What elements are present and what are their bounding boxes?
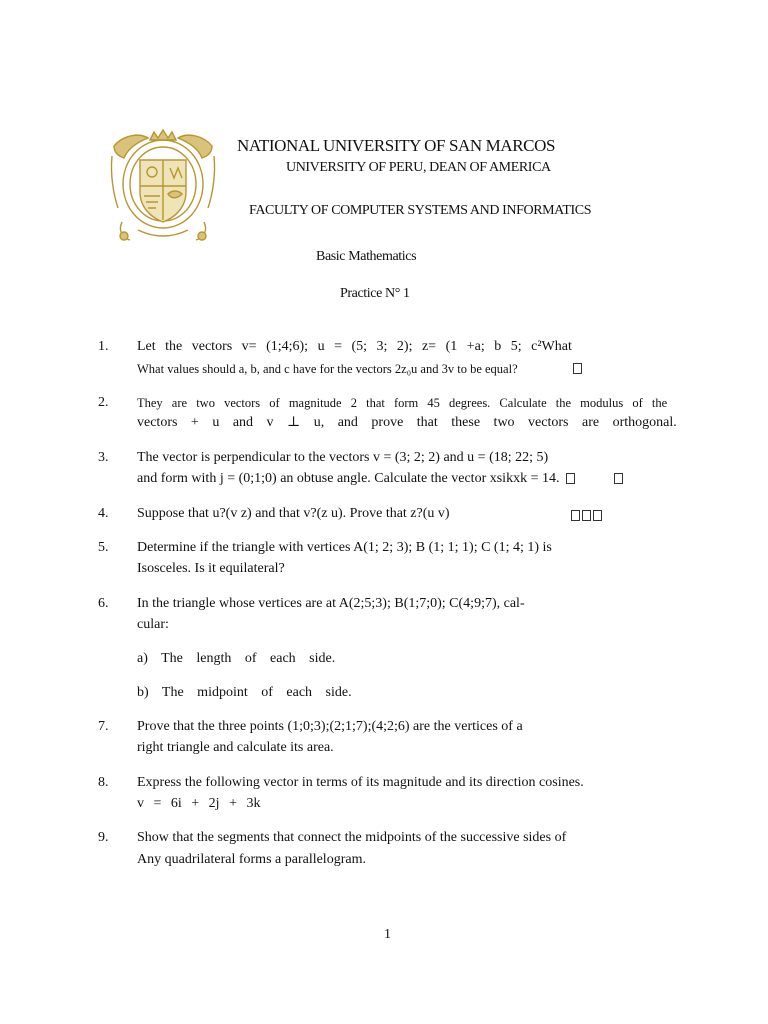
problem-number: 7. [98, 719, 109, 734]
faculty-name: FACULTY OF COMPUTER SYSTEMS AND INFORMATICS [249, 203, 592, 218]
missing-glyph-icon [593, 510, 602, 521]
problem-line: cular: [137, 617, 169, 632]
problem-number: 4. [98, 506, 109, 521]
problem-line: They are two vectors of magnitude 2 that form 45 degrees. Calculate the modulus of the [137, 396, 668, 410]
problem-line: Any quadrilateral forms a parallelogram. [137, 852, 366, 867]
problem-number: 1. [98, 339, 109, 354]
missing-glyph-icon [582, 510, 591, 521]
problem-line: Prove that the three points (1;0;3);(2;1;7);(4;2;6) are the vertices of a [137, 719, 523, 734]
problem-number: 6. [98, 596, 109, 611]
problem-line: Express the following vector in terms of its magnitude and its direction cosines. [137, 775, 584, 790]
problem-line: Determine if the triangle with vertices A(1; 2; 3); B (1; 1; 1); C (1; 4; 1) is [137, 540, 552, 555]
missing-glyph-group [570, 507, 603, 525]
problem-line: What values should a, b, and c have for the vectors 2z₀u and 3v to be equal? [137, 362, 518, 376]
problem-line: and form with j = (0;1;0) an obtuse angle. Calculate the vector xsikxk = 14. [137, 471, 560, 486]
problem-number: 5. [98, 540, 109, 555]
problem-number: 8. [98, 775, 109, 790]
problem-line: Suppose that u?(v z) and that v?(z u). Prove that z?(u v) [137, 506, 450, 521]
problem-subitem: b) The midpoint of each side. [137, 685, 352, 700]
missing-glyph-icon [571, 510, 580, 521]
missing-glyph-icon [573, 363, 582, 374]
university-name: NATIONAL UNIVERSITY OF SAN MARCOS [237, 136, 556, 155]
university-subtitle: UNIVERSITY OF PERU, DEAN OF AMERICA [286, 160, 551, 175]
problem-line: In the triangle whose vertices are at A(2;5;3); B(1;7;0); C(4;9;7), cal- [137, 596, 525, 611]
problem-line: vectors + u and v ⊥ u, and prove that these two vectors are orthogonal. [137, 415, 677, 430]
university-seal-logo [108, 126, 218, 246]
problem-number: 2. [98, 395, 109, 410]
problem-subitem: a) The length of each side. [137, 651, 336, 666]
problem-line: Let the vectors v= (1;4;6); u = (5; 3; 2); z= (1 +a; b 5; c²What [137, 339, 572, 354]
course-title: Basic Mathematics [316, 249, 417, 264]
problem-line: The vector is perpendicular to the vectors v = (3; 2; 2) and u = (18; 22; 5) [137, 450, 549, 465]
missing-glyph-icon [614, 473, 623, 484]
missing-glyph-icon [566, 473, 575, 484]
problem-line: right triangle and calculate its area. [137, 740, 334, 755]
problem-line: Isosceles. Is it equilateral? [137, 561, 285, 576]
page-number: 1 [384, 927, 391, 942]
problem-number: 3. [98, 450, 109, 465]
practice-title: Practice N° 1 [340, 286, 410, 301]
problem-line: Show that the segments that connect the midpoints of the successive sides of [137, 830, 567, 845]
problem-line: v = 6i + 2j + 3k [137, 796, 261, 811]
problem-number: 9. [98, 830, 109, 845]
